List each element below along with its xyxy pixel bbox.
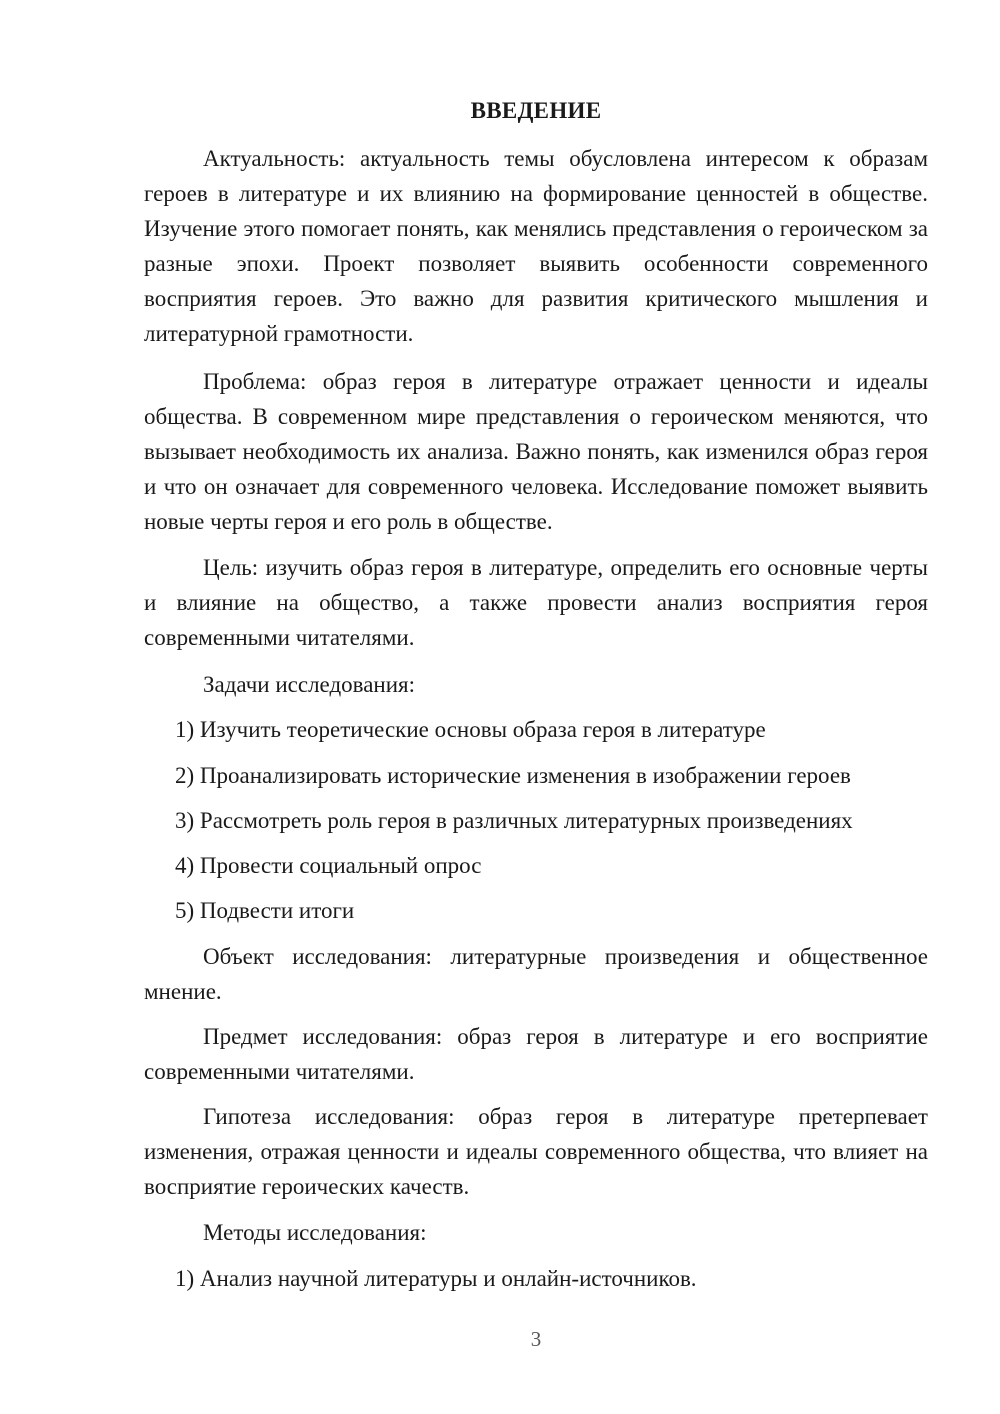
task-item-4: 4) Провести социальный опрос <box>175 853 482 878</box>
task-item-1: 1) Изучить теоретические основы образа героя в литературе <box>175 717 766 742</box>
paragraph-goal: Цель: изучить образ героя в литературе, определить его основные черты и влияние на общество, а также провести анализ восприятия героя современными читателями. <box>144 555 928 650</box>
task-item-3: 3) Рассмотреть роль героя в различных литературных произведениях <box>175 808 853 833</box>
paragraph-object: Объект исследования: литературные произведения и общественное мнение. <box>144 944 928 1004</box>
paragraph-subject: Предмет исследования: образ героя в литературе и его восприятие современными читателями. <box>144 1024 928 1084</box>
paragraph-hypothesis: Гипотеза исследования: образ героя в литературе претерпевает изменения, отражая ценности и идеалы современного общества, что влияет на восприятие героических качеств. <box>144 1104 928 1199</box>
methods-heading: Методы исследования: <box>203 1220 427 1245</box>
paragraph-relevance: Актуальность: актуальность темы обусловлена интересом к образам героев в литературе и их влиянию на формирование ценностей в обществе. Изучение этого помогает понять, как менялись представления о героическом за разные эпохи. Проект позволяет выявить особенности современного восприятия героев. Это важно для развития критического мышления и литературной грамотности. <box>144 146 928 346</box>
tasks-heading: Задачи исследования: <box>203 672 416 697</box>
task-item-5: 5) Подвести итоги <box>175 898 355 923</box>
method-item-1: 1) Анализ научной литературы и онлайн-источников. <box>175 1266 697 1291</box>
page-title: ВВЕДЕНИЕ <box>470 98 602 123</box>
task-item-2: 2) Проанализировать исторические изменения в изображении героев <box>175 763 851 788</box>
page-number: 3 <box>530 1327 542 1351</box>
paragraph-problem: Проблема: образ героя в литературе отражает ценности и идеалы общества. В современном мире представления о героическом меняются, что вызывает необходимость их анализа. Важно понять, как изменился образ героя и что он означает для современного человека. Исследование поможет выявить новые черты героя и его роль в обществе. <box>144 369 928 534</box>
